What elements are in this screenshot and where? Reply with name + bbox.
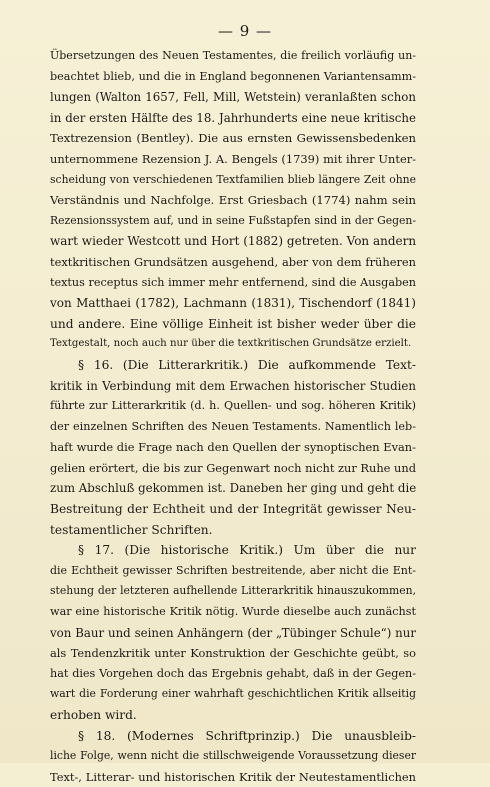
text-line: von Baur und seinen Anhängern (der „Tübinger Schule“) nur [50,625,416,640]
text-line: unternommene Rezension J. A. Bengels (1739) mit ihrer Unter- [50,151,416,166]
text-line: liche Folge, wenn nicht die stillschweigende Voraussetzung dieser [50,749,416,763]
text-line: von Matthaei (1782), Lachmann (1831), Tischendorf (1841) [50,296,416,311]
body-text [50,46,416,787]
text-line: Bestreitung der Echtheit und der Integrität gewisser Neu- [50,502,416,517]
text-line: war eine historische Kritik nötig. Wurde dieselbe auch zunächst [50,605,416,619]
text-line: textkritischen Grundsätzen ausgehend, aber von dem früheren [50,254,416,269]
text-line: hat dies Vorgehen doch das Ergebnis gehabt, daß in der Gegen- [50,666,416,680]
text-line: Text-, Litterar- und historischen Kritik der Neutestamentlichen [50,769,416,784]
text-line: in der ersten Hälfte des 18. Jahrhunderts eine neue kritische [50,110,416,125]
text-line: testamentlicher Schriften. [50,522,213,537]
text-line: gelien erörtert, die bis zur Gegenwart noch nicht zur Ruhe und [50,460,416,475]
text-line: und andere. Eine völlige Einheit ist bisher weder über die [50,316,416,331]
text-line: Textrezension (Bentley). Die aus ernsten Gewissensbedenken [50,131,416,146]
text-line: der einzelnen Schriften des Neuen Testaments. Namentlich leb- [50,419,416,433]
page-number: — 9 — [217,22,273,40]
text-line: führte zur Litterarkritik (d. h. Quellen- und sog. höheren Kritik) [50,399,416,413]
text-line: wart die Forderung einer wahrhaft geschichtlichen Kritik allseitig [50,687,416,701]
text-line: § 18. (Modernes Schriftprinzip.) Die unausbleib- [78,728,416,743]
text-line: Rezensionssystem auf, und in seine Fußstapfen sind in der Gegen- [50,213,416,227]
text-line: § 16. (Die Litterarkritik.) Die aufkommende Text- [78,357,416,372]
text-line: scheidung von verschiedenen Textfamilien blieb längere Zeit ohne [50,172,416,186]
text-line: textus receptus sich immer mehr entfernend, sind die Ausgaben [50,275,416,289]
text-line: als Tendenzkritik unter Konstruktion der Geschichte geübt, so [50,646,416,661]
text-line: zum Abschluß gekommen ist. Daneben her ging und geht die [50,481,416,496]
text-line: erhoben wird. [50,708,137,722]
text-line: die Echtheit gewisser Schriften bestreitende, aber nicht die Ent- [50,563,416,577]
text-line: stehung der letzteren aufhellende Litterarkritik hinauszukommen, [50,584,416,598]
text-line: Textgestalt, noch auch nur über die textkritischen Grundsätze erzielt. [50,338,412,350]
text-line: Übersetzungen des Neuen Testamentes, die freilich vorläufig un- [50,49,416,62]
text-line: haft wurde die Frage nach den Quellen der synoptischen Evan- [50,440,416,455]
text-line: beachtet blieb, und die in England begonnenen Variantensamm- [50,69,416,83]
text-line: kritik in Verbindung mit dem Erwachen historischer Studien [50,378,416,393]
text-line: Verständnis und Nachfolge. Erst Griesbach (1774) nahm sein [50,193,416,208]
text-line: § 17. (Die historische Kritik.) Um über die nur [78,543,416,558]
text-line: wart wieder Westcott und Hort (1882) getreten. Von andern [50,234,416,249]
text-line: lungen (Walton 1657, Fell, Mill, Wetstein) veranlaßten schon [50,90,416,105]
